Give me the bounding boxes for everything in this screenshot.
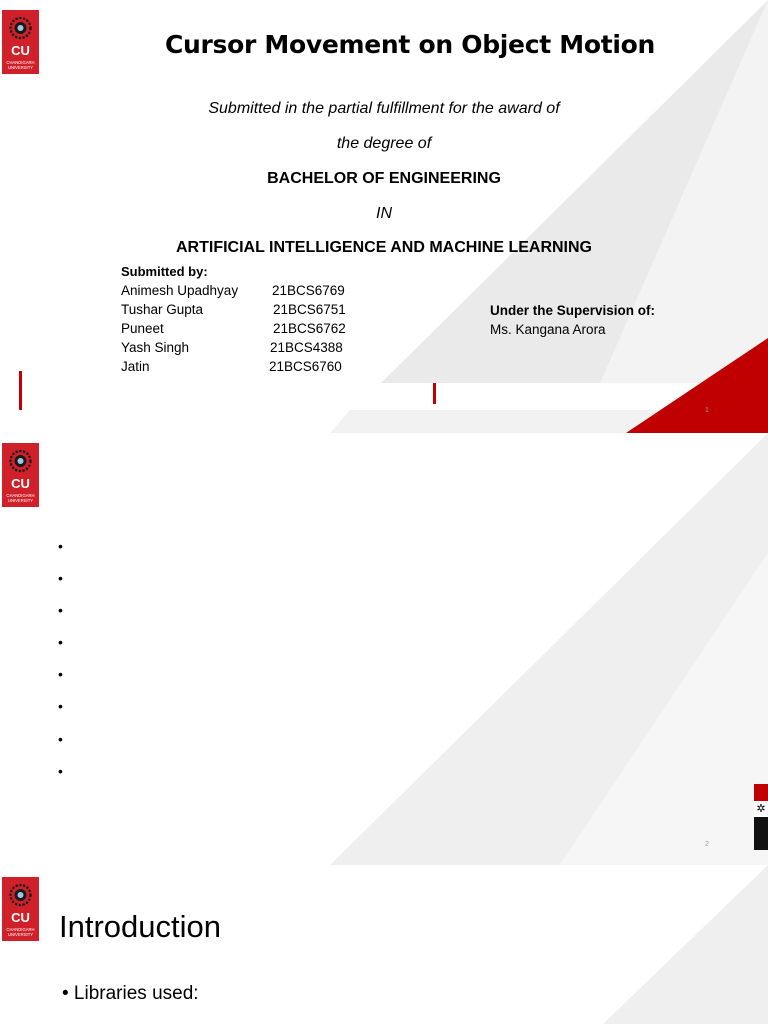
introduction-slide [0,865,768,1024]
logo-text: CU [11,43,30,58]
red-accent-bar-center [433,383,436,404]
red-accent-bar-left [19,371,22,410]
logo-line2: UNIVERSITY [7,65,34,70]
logo-line2: UNIVERSITY [7,932,34,937]
member-roll: 21BCS6769 [272,283,345,298]
supervisor-name: Ms. Kangana Arora [490,322,606,337]
member-row [121,283,361,298]
introduction-heading: Introduction [59,909,221,944]
side-red-block [754,784,768,801]
member-name: Jatin [121,359,150,374]
empty-bullet: • [58,570,63,586]
specialization: ARTIFICIAL INTELLIGENCE AND MACHINE LEARNING [176,239,592,256]
member-roll: 21BCS4388 [270,340,343,355]
libraries-bullet: • Libraries used: [62,983,199,1004]
member-name: Animesh Upadhyay [121,283,239,298]
side-gear-icon: ✲ [754,801,768,817]
submitted-by-label: Submitted by: [121,264,208,279]
cu-logo [2,10,39,74]
member-roll: 21BCS6762 [273,321,346,336]
cu-logo [2,877,39,941]
empty-bullet: • [58,602,63,618]
page-number: 2 [705,841,709,848]
logo-text: CU [11,476,30,491]
member-row [121,321,361,336]
logo-line1: CHANDIGARH [6,60,35,65]
empty-bullet: • [58,666,63,682]
cu-logo [2,443,39,507]
logo-line1: CHANDIGARH [6,493,35,498]
title-slide [0,0,768,433]
side-logo-strip [754,784,768,850]
member-name: Yash Singh [121,340,190,355]
member-roll: 21BCS6760 [269,359,342,374]
supervision-label: Under the Supervision of: [490,303,656,318]
logo-line1: CHANDIGARH [6,927,35,932]
member-roll: 21BCS6751 [273,302,346,317]
side-dark-block [754,817,768,850]
fulfillment-text: Submitted in the partial fulfillment for the award of [208,100,560,117]
degree-of-text: the degree of [336,135,432,152]
member-row [121,340,361,355]
degree-name: BACHELOR OF ENGINEERING [267,170,501,187]
empty-bullet: • [58,731,63,747]
member-name: Puneet [121,321,164,336]
member-row [121,302,361,317]
member-row [121,359,361,374]
empty-bullet: • [58,634,63,650]
logo-text: CU [11,910,30,925]
bullet-slide [0,433,768,865]
in-text: IN [376,205,392,222]
empty-bullet: • [58,698,63,714]
logo-line2: UNIVERSITY [7,498,34,503]
page-number: 1 [705,407,709,414]
member-name: Tushar Gupta [121,302,204,317]
empty-bullet: • [58,538,63,554]
slide-title: Cursor Movement on Object Motion [164,30,656,59]
empty-bullet: • [58,763,63,779]
slide-background [0,433,768,865]
gray-triangle-corner [603,865,768,1024]
